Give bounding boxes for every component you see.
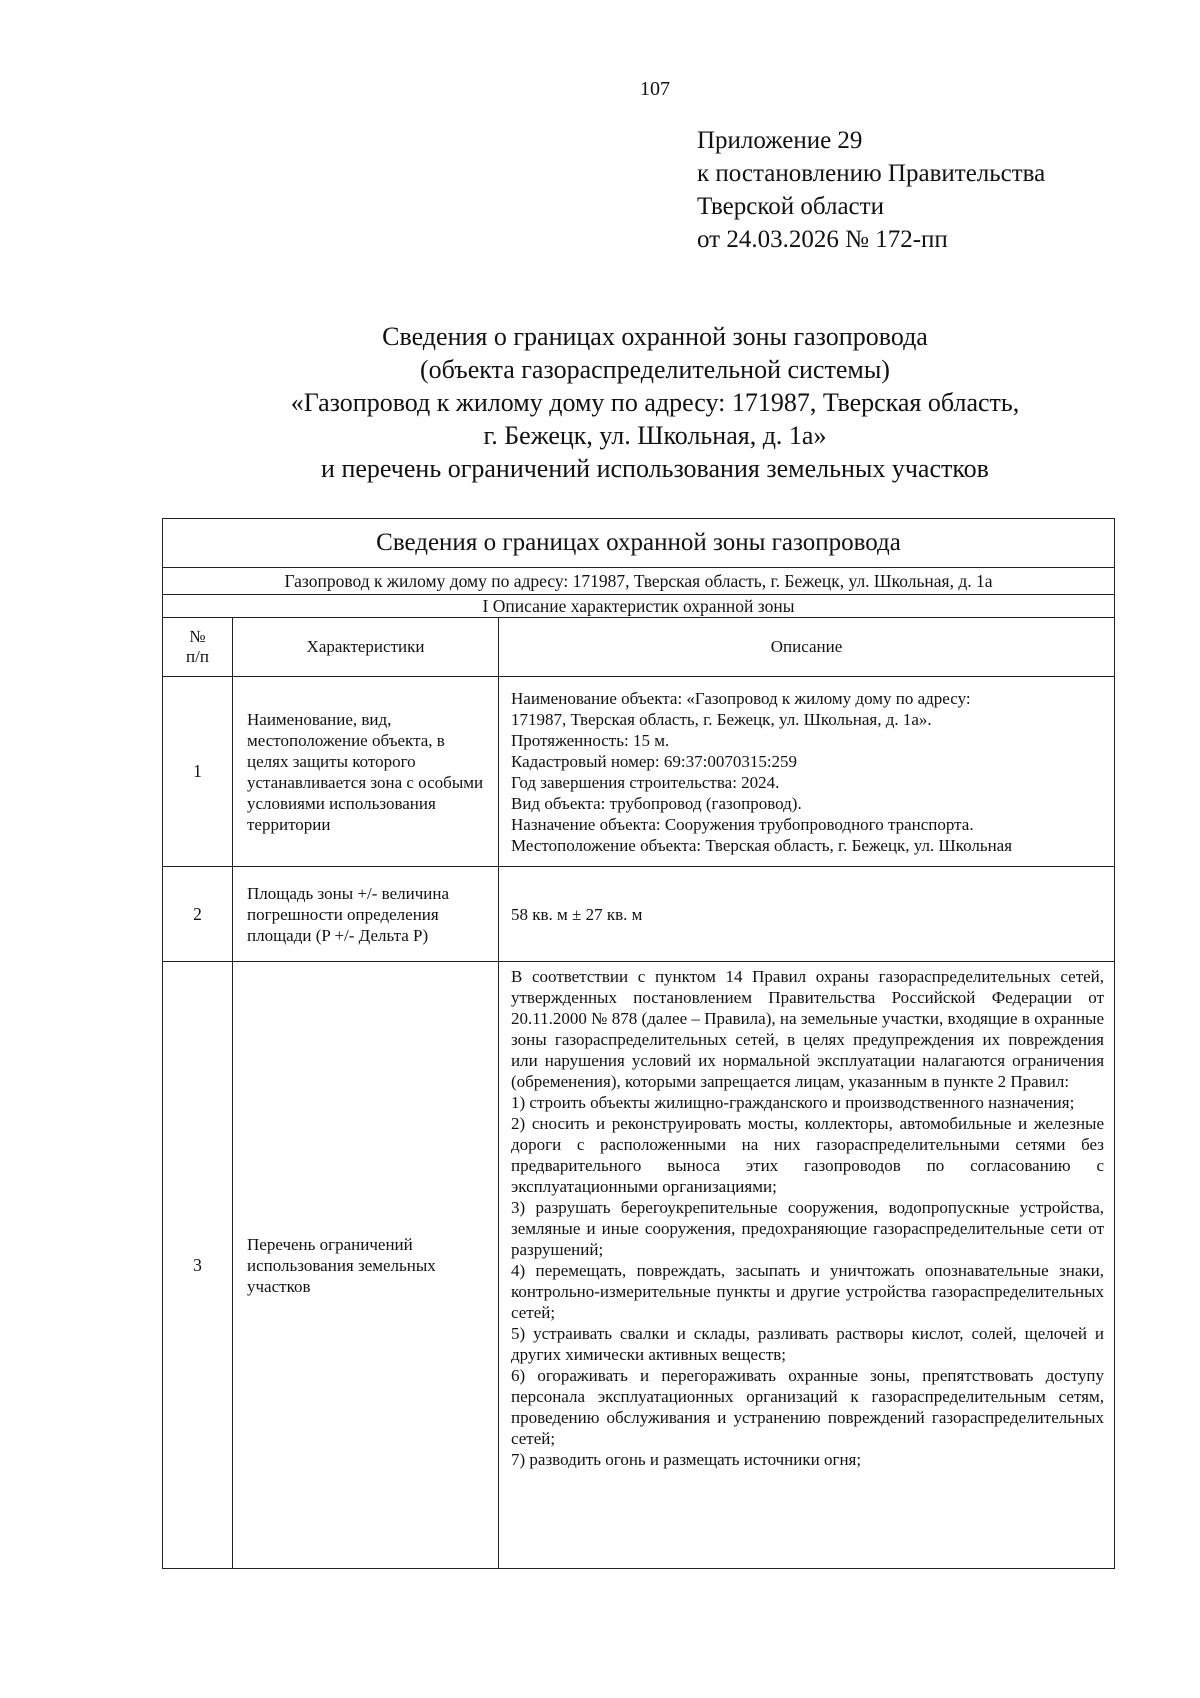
restriction-item: 4) перемещать, повреждать, засыпать и уничтожать опознавательные знаки, контрольно-измерительные пункты и другие устройства газораспределительных сетей;	[511, 1261, 1105, 1322]
appendix-block	[697, 124, 1045, 256]
restriction-item: 6) огораживать и перегораживать охранные зоны, препятствовать доступу персонала эксплуатационных организаций к газораспределительным сетям, проведению обслуживания и устранению повреждений газораспределительных сетей;	[511, 1366, 1105, 1448]
description-line: Год завершения строительства: 2024.	[511, 772, 780, 792]
row-number: 3	[163, 962, 233, 1569]
description-line: Протяженность: 15 м.	[511, 730, 670, 750]
restriction-paragraph: В соответствии с пунктом 14 Правил охраны газораспределительных сетей, утвержденных постановлением Правительства Российской Федерации от 20.11.2000 № 878 (далее – Правила), на земельные участки, входящие в охранные зоны газораспределительных сетей, в целях предупреждения их повреждения или нарушения условий их нормальной эксплуатации налагаются ограничения (обременения), которыми запрещается лицам, указанным в пункте 2 Правил:	[511, 967, 1105, 1091]
table-heading: Сведения о границах охранной зоны газопровода	[163, 519, 1115, 568]
description-line: Местоположение объекта: Тверская область, г. Бежецк, ул. Школьная	[511, 835, 1013, 855]
row-characteristic: Площадь зоны +/- величина погрешности определения площади (P +/- Дельта P)	[233, 867, 499, 962]
restriction-item: 7) разводить огонь и размещать источники огня;	[511, 1450, 862, 1469]
row-number: 2	[163, 867, 233, 962]
title-line: «Газопровод к жилому дому по адресу: 171987, Тверская область,	[290, 388, 1020, 417]
appendix-line: Тверской области	[697, 193, 884, 220]
description-line: Наименование объекта: «Газопровод к жилому дому по адресу:	[511, 688, 971, 708]
row-description	[499, 677, 1115, 867]
table-row	[163, 677, 1115, 867]
restriction-item: 5) устраивать свалки и склады, разливать растворы кислот, солей, щелочей и других химически активных веществ;	[511, 1324, 1105, 1364]
appendix-line: Приложение 29	[697, 127, 863, 154]
restriction-item: 3) разрушать берегоукрепительные сооружения, водопропускные устройства, земляные и иные сооружения, предохраняющие газораспределительные сети от разрушений;	[511, 1198, 1105, 1259]
appendix-line: от 24.03.2026 № 172-пп	[697, 226, 948, 253]
description-line: Вид объекта: трубопровод (газопровод).	[511, 793, 802, 813]
row-number: 1	[163, 677, 233, 867]
column-header-description: Описание	[499, 618, 1115, 677]
description-line: 171987, Тверская область, г. Бежецк, ул. Школьная, д. 1а».	[511, 709, 932, 729]
column-header-number-line1: №	[189, 627, 206, 646]
row-description: 58 кв. м ± 27 кв. м	[499, 867, 1115, 962]
appendix-line: к постановлению Правительства	[697, 160, 1046, 187]
restriction-item: 1) строить объекты жилищно-гражданского и производственного назначения;	[511, 1093, 1075, 1112]
title-line: г. Бежецк, ул. Школьная, д. 1а»	[483, 421, 827, 450]
column-header-number	[163, 618, 233, 677]
restriction-item: 2) сносить и реконструировать мосты, коллекторы, автомобильные и железные дороги с расположенными на них газораспределительными сетями без предварительного выноса этих газопроводов по согласованию с эксплуатационными организациями;	[511, 1114, 1105, 1196]
row-description	[499, 962, 1115, 1569]
description-line: Кадастровый номер: 69:37:0070315:259	[511, 751, 798, 771]
title-line: (объекта газораспределительной системы)	[420, 355, 890, 384]
column-header-characteristics: Характеристики	[233, 618, 499, 677]
object-name-row: Газопровод к жилому дому по адресу: 171987, Тверская область, г. Бежецк, ул. Школьная, д. 1а	[163, 568, 1115, 595]
section-heading: I Описание характеристик охранной зоны	[163, 595, 1115, 618]
title-line: Сведения о границах охранной зоны газопровода	[382, 322, 928, 351]
description-line: Назначение объекта: Сооружения трубопроводного транспорта.	[511, 814, 974, 834]
table-row	[163, 867, 1115, 962]
zone-table	[162, 518, 1115, 1569]
title-line: и перечень ограничений использования земельных участков	[321, 454, 989, 483]
page-number: 107	[640, 78, 670, 100]
document-title	[150, 320, 1160, 485]
table-row	[163, 962, 1115, 1569]
row-characteristic: Перечень ограничений использования земельных участков	[233, 962, 499, 1569]
row-characteristic: Наименование, вид, местоположение объекта, в целях защиты которого устанавливается зона с особыми условиями использования территории	[233, 677, 499, 867]
column-header-number-line2: п/п	[186, 647, 209, 666]
